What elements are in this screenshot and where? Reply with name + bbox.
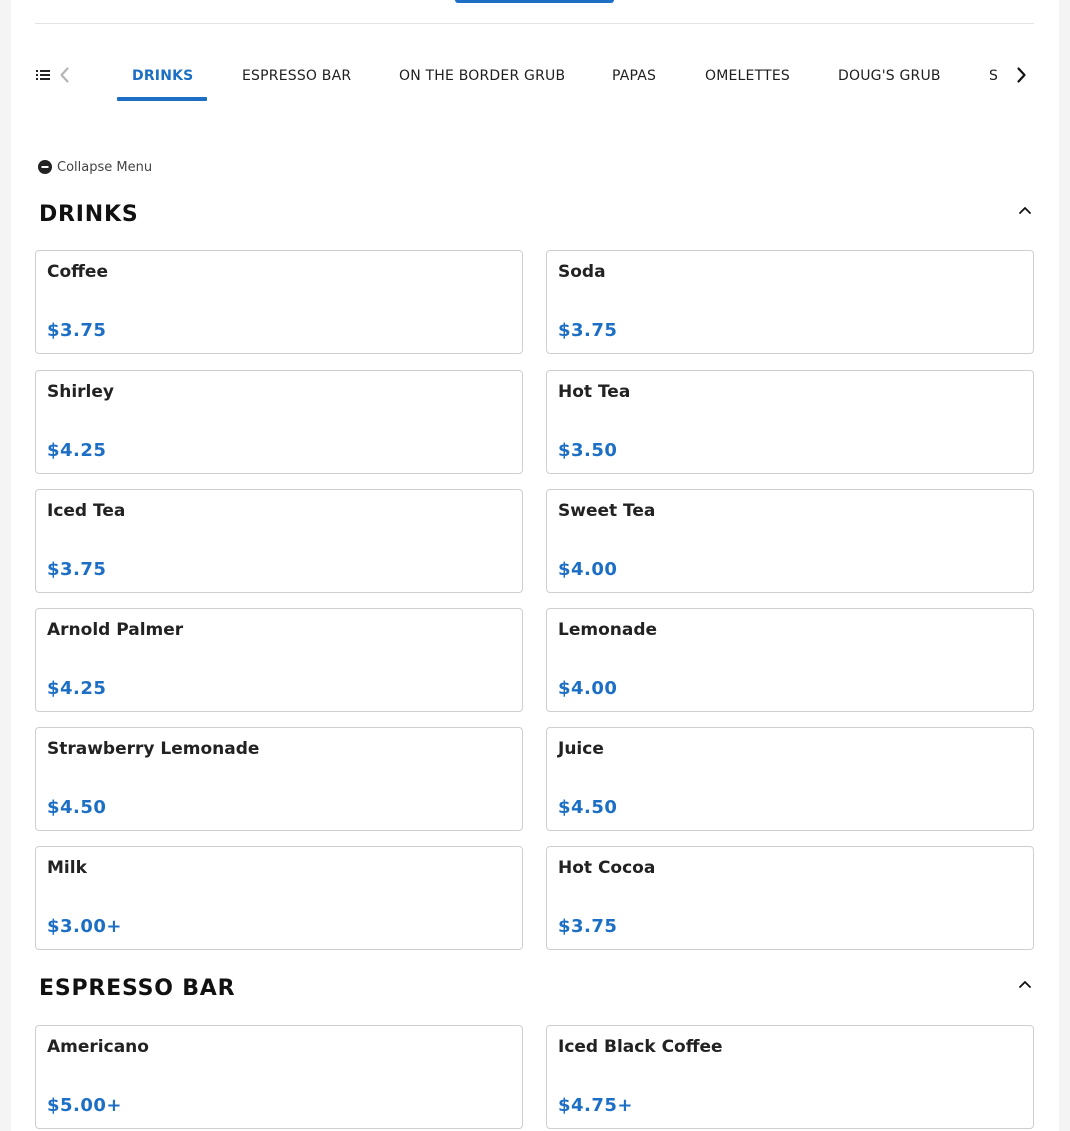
item-name: Juice xyxy=(558,739,604,759)
menu-item-card[interactable] xyxy=(35,250,523,354)
divider xyxy=(35,23,1034,24)
chevron-right-icon[interactable] xyxy=(1013,66,1029,84)
menu-item-card[interactable] xyxy=(546,250,1034,354)
item-price: $4.00 xyxy=(558,678,618,699)
section-header-espresso-bar xyxy=(35,976,1034,1010)
tab-drinks[interactable]: DRINKS xyxy=(132,68,194,84)
tab-espresso-bar[interactable]: ESPRESSO BAR xyxy=(242,68,352,84)
item-price: $4.25 xyxy=(47,440,107,461)
item-price: $3.75 xyxy=(558,916,618,937)
tab-omelettes[interactable]: OMELETTES xyxy=(705,68,790,84)
menu-item-card[interactable] xyxy=(35,370,523,474)
item-name: Soda xyxy=(558,262,606,282)
menu-item-card[interactable] xyxy=(546,370,1034,474)
top-button-edge[interactable] xyxy=(455,0,614,3)
item-name: Hot Tea xyxy=(558,382,631,402)
item-price: $4.00 xyxy=(558,559,618,580)
collapse-menu-label: Collapse Menu xyxy=(57,159,153,175)
menu-item-card[interactable] xyxy=(546,846,1034,950)
item-price: $3.75 xyxy=(47,559,107,580)
item-name: Hot Cocoa xyxy=(558,858,656,878)
item-price: $3.00+ xyxy=(47,916,123,937)
tab-strip xyxy=(105,50,1005,102)
item-price: $5.00+ xyxy=(47,1095,123,1116)
section-title: ESPRESSO BAR xyxy=(39,976,236,1001)
item-price: $4.50 xyxy=(558,797,618,818)
menu-page xyxy=(11,0,1059,1131)
menu-item-card[interactable] xyxy=(35,846,523,950)
menu-item-card[interactable] xyxy=(546,1025,1034,1129)
item-name: Milk xyxy=(47,858,87,878)
section-title: DRINKS xyxy=(39,202,139,227)
item-price: $3.75 xyxy=(47,320,107,341)
menu-item-card[interactable] xyxy=(35,1025,523,1129)
list-icon[interactable] xyxy=(35,67,51,83)
collapse-menu-button[interactable] xyxy=(38,158,152,176)
section-header-drinks xyxy=(35,202,1034,236)
chevron-left-icon[interactable] xyxy=(57,66,73,84)
item-price: $4.50 xyxy=(47,797,107,818)
item-name: Coffee xyxy=(47,262,108,282)
item-name: Iced Black Coffee xyxy=(558,1037,723,1057)
item-name: Lemonade xyxy=(558,620,658,640)
item-name: Sweet Tea xyxy=(558,501,656,521)
tab-partial[interactable]: S xyxy=(989,68,999,84)
menu-item-card[interactable] xyxy=(35,608,523,712)
menu-item-card[interactable] xyxy=(35,727,523,831)
item-name: Shirley xyxy=(47,382,114,402)
menu-item-card[interactable] xyxy=(546,489,1034,593)
tab-papas[interactable]: PAPAS xyxy=(612,68,657,84)
item-name: Strawberry Lemonade xyxy=(47,739,260,759)
menu-item-card[interactable] xyxy=(546,608,1034,712)
chevron-up-icon[interactable] xyxy=(1016,976,1034,994)
chevron-up-icon[interactable] xyxy=(1016,202,1034,220)
category-nav xyxy=(35,50,1034,102)
item-price: $4.25 xyxy=(47,678,107,699)
item-price: $4.75+ xyxy=(558,1095,634,1116)
menu-item-card[interactable] xyxy=(546,727,1034,831)
tab-dougs-grub[interactable]: DOUG'S GRUB xyxy=(838,68,941,84)
menu-item-card[interactable] xyxy=(35,489,523,593)
item-name: Iced Tea xyxy=(47,501,126,521)
tab-on-the-border-grub[interactable]: ON THE BORDER GRUB xyxy=(399,68,566,84)
item-price: $3.75 xyxy=(558,320,618,341)
item-name: Arnold Palmer xyxy=(47,620,184,640)
active-tab-indicator xyxy=(117,97,207,101)
item-price: $3.50 xyxy=(558,440,618,461)
minus-circle-icon xyxy=(38,160,52,174)
item-name: Americano xyxy=(47,1037,149,1057)
